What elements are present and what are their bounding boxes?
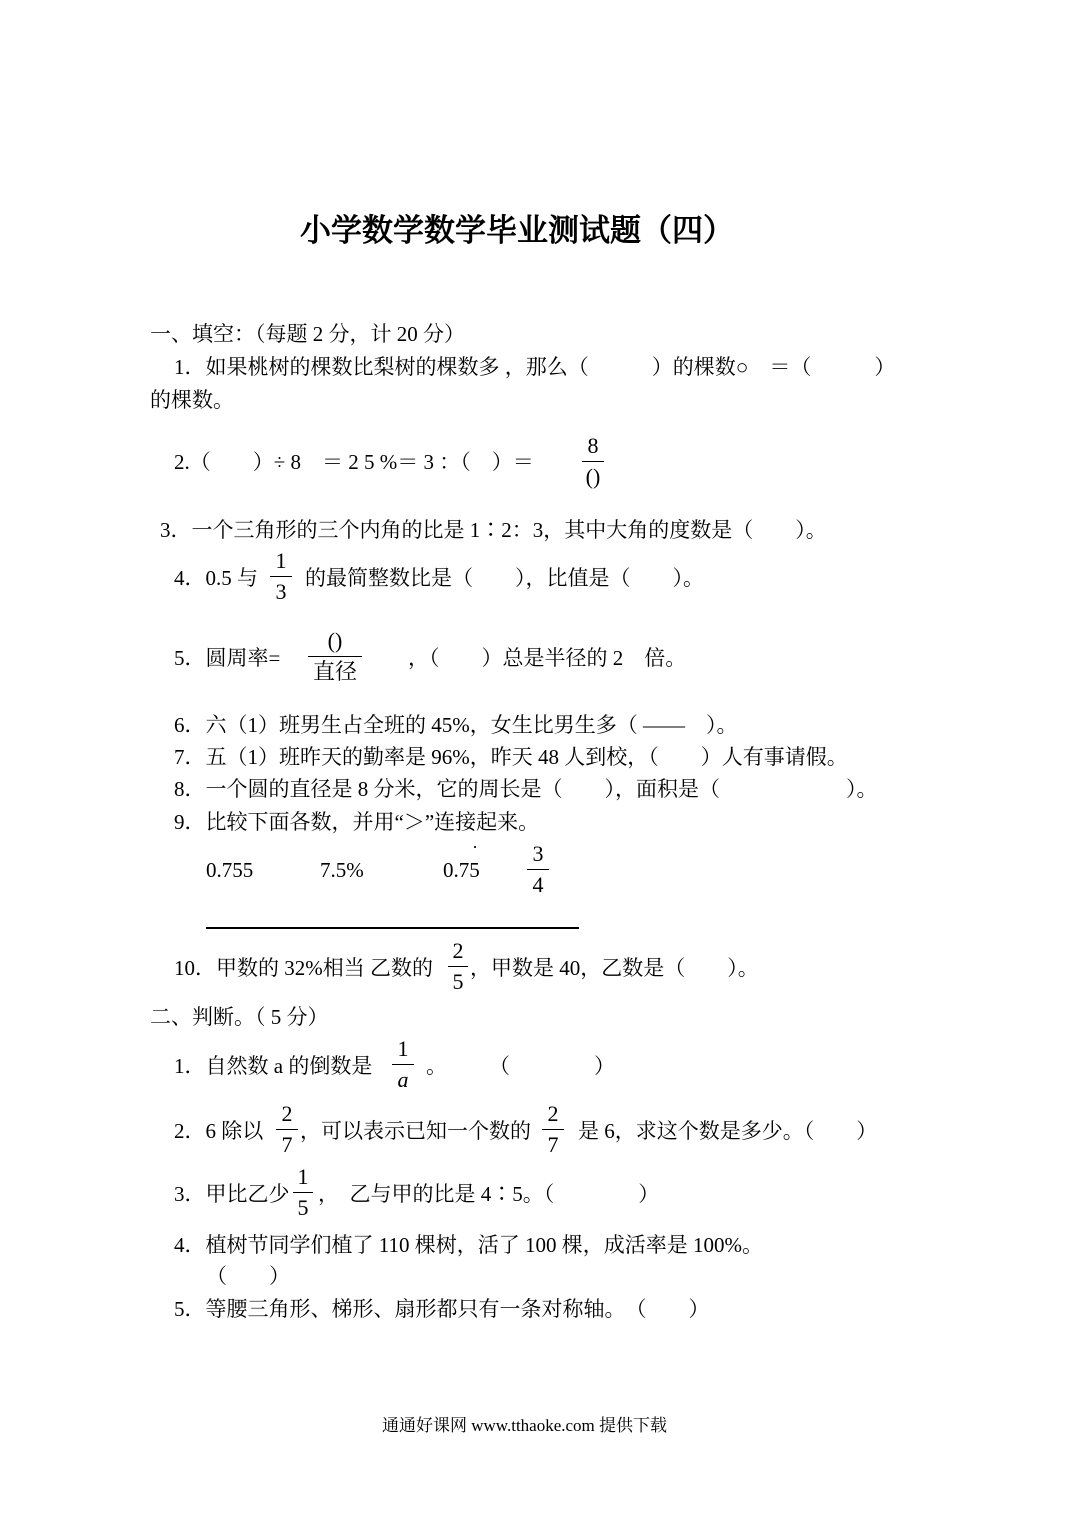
q2-1-before: 1．自然数 a 的倒数是: [174, 1054, 373, 1078]
fraction-numerator: 1: [397, 1036, 409, 1061]
q1-10-fraction: [448, 940, 468, 993]
q1-9-number-3: 0.75: [443, 858, 480, 882]
fraction-numerator: 2: [281, 1101, 293, 1126]
q1-5-after: ，（ ）总是半径的 2 倍。: [408, 646, 687, 670]
q1-8-text: 8．一个圆的直径是 8 分米，它的周长是（ ），面积是（ ）。: [174, 777, 878, 801]
fraction-numerator: 1: [275, 548, 287, 573]
fraction-bar: [448, 966, 468, 967]
repeating-decimal-dot: ·: [472, 837, 478, 857]
fraction-bar: [270, 576, 292, 577]
fraction-bar: [293, 1192, 313, 1193]
q1-5-fraction: [308, 630, 362, 683]
fraction-bar: [308, 656, 362, 657]
fraction-numerator: (): [327, 628, 343, 653]
q2-1-fraction: [392, 1038, 414, 1091]
q1-5-before: 5．圆周率=: [174, 646, 281, 670]
fraction-bar: [542, 1129, 564, 1130]
q2-3-before: 3．甲比乙少: [174, 1182, 290, 1206]
q1-9-number-1: 0.755: [206, 858, 254, 882]
q2-3-fraction: [293, 1166, 313, 1219]
fraction-bar: [276, 1129, 298, 1130]
q1-2-fraction: [582, 435, 604, 488]
fraction-numerator: 1: [297, 1164, 309, 1189]
q2-1-after: 。 （ ）: [426, 1054, 615, 1078]
q1-4-after: 的最简整数比是（ ），比值是（ ）。: [305, 566, 704, 590]
fraction-numerator: 3: [532, 841, 544, 866]
q1-10-after: ，甲数是 40，乙数是（ ）。: [470, 956, 759, 980]
q2-5-text: 5．等腰三角形、梯形、扇形都只有一条对称轴。 （ ）: [174, 1297, 710, 1321]
fraction-denominator: 7: [547, 1132, 559, 1157]
q1-4-before: 4．0.5 与: [174, 566, 258, 590]
q1-1-line1: 1．如果桃树的棵数比梨树的棵数多 ，那么（ ）的棵数○ ＝（ ）: [174, 355, 896, 379]
fraction-denominator: 4: [532, 872, 544, 897]
answer-line: [206, 927, 579, 929]
fraction-numerator: 8: [587, 433, 599, 458]
q1-9-number-2: 7.5%: [320, 858, 364, 882]
section1-heading: 一、填空：（每题 2 分，计 20 分）: [150, 322, 465, 346]
q1-1-line2: 的棵数。: [150, 388, 234, 412]
q2-3-after: ， 乙与甲的比是 4∶5。（ ）: [318, 1182, 660, 1206]
q1-7-text: 7．五（1）班昨天的勤率是 96%，昨天 48 人到校，（ ）人有事请假。: [174, 745, 848, 769]
fraction-bar: [527, 869, 549, 870]
footer-credit: 通通好课网 www.tthaoke.com 提供下载: [382, 1416, 668, 1435]
fraction-bar: [582, 461, 604, 462]
q1-2-text: 2.（ ）÷ 8 ＝ 2 5 %＝ 3 ：（ ）＝: [174, 450, 534, 474]
q1-6-text: 6．六（1）班男生占全班的 45%，女生比男生多（ —— ）。: [174, 713, 738, 737]
q2-2-fraction-1: [276, 1103, 298, 1156]
q2-2-middle: ，可以表示已知一个数的: [300, 1119, 531, 1143]
q2-4-line1: 4．植树节同学们植了 110 棵树，活了 100 棵，成活率是 100%。: [174, 1233, 763, 1257]
fraction-denominator: 5: [452, 969, 464, 994]
q2-2-before: 2．6 除以: [174, 1119, 264, 1143]
page-title: 小学数学数学毕业测试题（四）: [300, 213, 734, 249]
fraction-denominator: 7: [281, 1132, 293, 1157]
q2-2-fraction-2: [542, 1103, 564, 1156]
q1-9-fraction: [527, 843, 549, 896]
q1-10-before: 10．甲数的 32%相当 乙数的: [174, 956, 433, 980]
q2-4-line2: （ ）: [206, 1264, 290, 1288]
fraction-denominator: 5: [297, 1195, 309, 1220]
fraction-denominator: 直径: [312, 659, 357, 684]
q1-4-fraction: [270, 550, 292, 603]
fraction-denominator: (): [585, 464, 601, 489]
q2-2-after: 是 6，求这个数是多少。（ ）: [578, 1119, 878, 1143]
q1-3-text: 3．一个三角形的三个内角的比是 1∶2：3，其中大角的度数是（ ）。: [160, 518, 827, 542]
fraction-numerator: 2: [452, 938, 464, 963]
fraction-bar: [392, 1064, 414, 1065]
section2-heading: 二、判断。（ 5 分）: [150, 1005, 329, 1029]
fraction-denominator: a: [397, 1067, 409, 1092]
q1-9-text: 9．比较下面各数，并用“＞”连接起来。: [174, 810, 540, 834]
fraction-numerator: 2: [547, 1101, 559, 1126]
fraction-denominator: 3: [275, 579, 287, 604]
